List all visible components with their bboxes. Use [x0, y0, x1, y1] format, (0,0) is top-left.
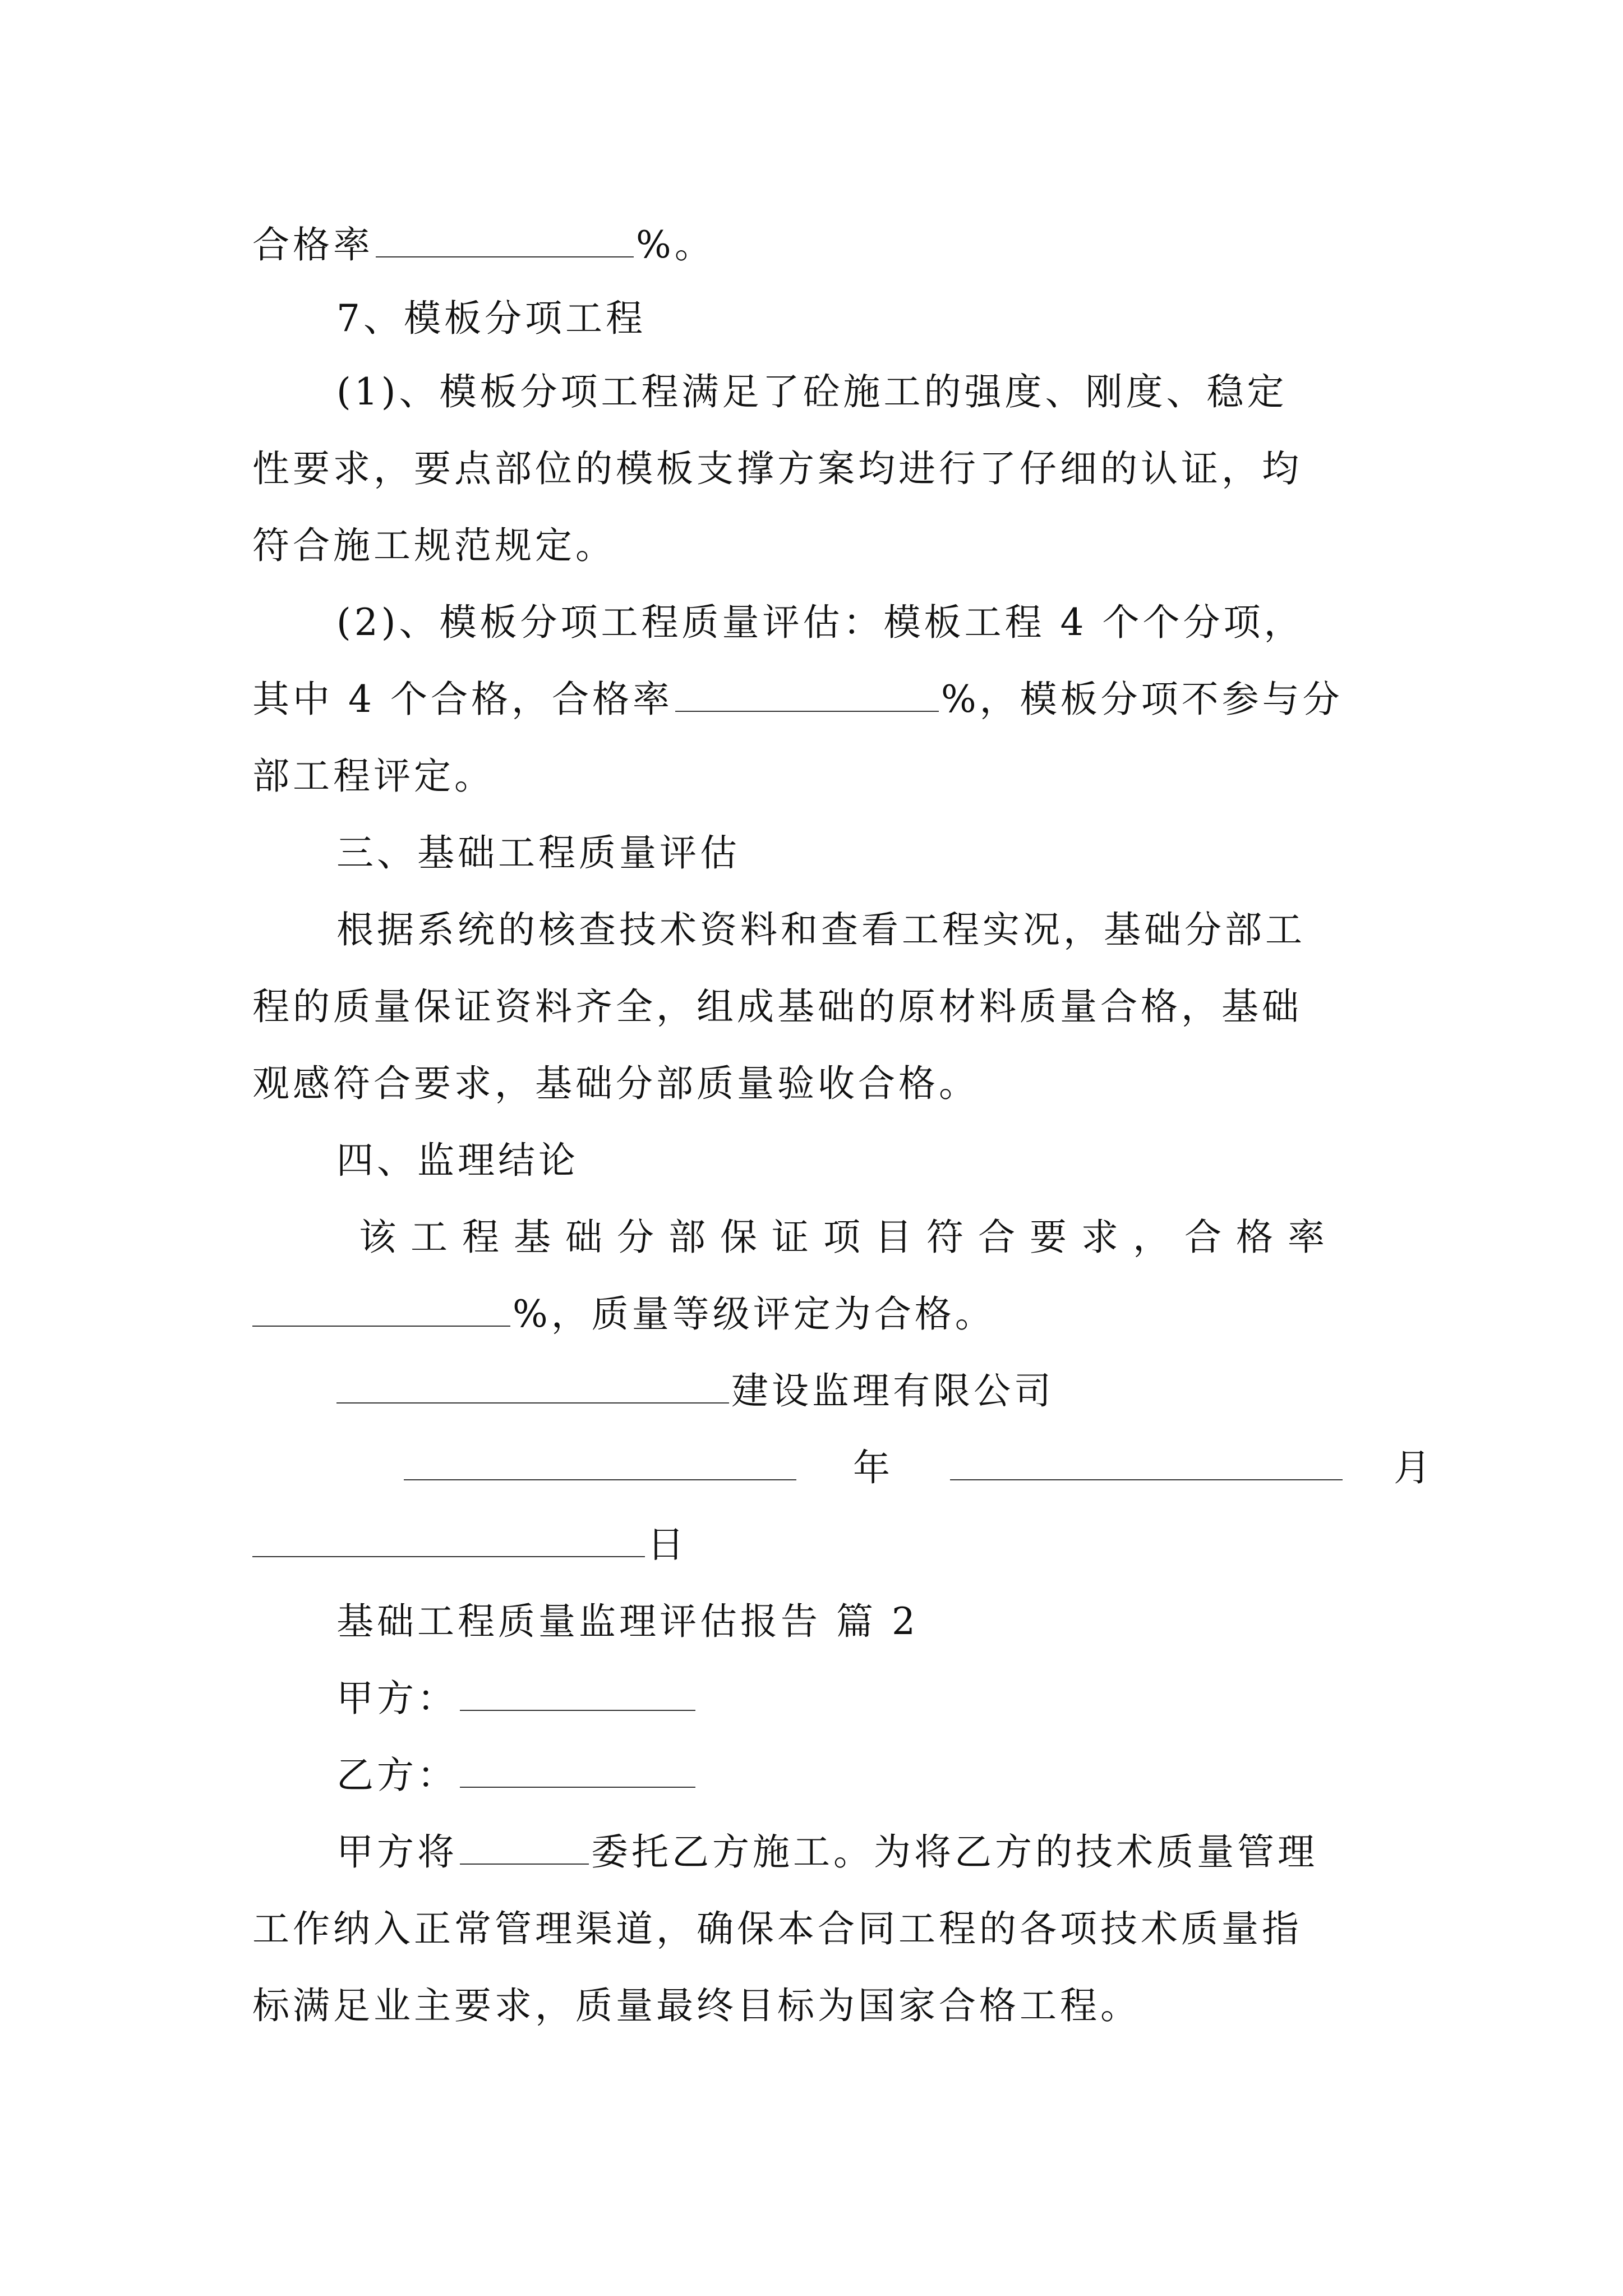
company-name: 建设监理有限公司	[731, 1369, 1054, 1412]
paragraph-line: 根据系统的核查技术资料和查看工程实况，基础分部工	[336, 908, 1306, 951]
paragraph-line	[252, 1289, 1391, 1340]
pass-rate-line	[252, 220, 1391, 270]
text: 甲方将	[336, 1830, 458, 1874]
company-line	[336, 1366, 1475, 1416]
paragraph-line: 标满足业主要求，质量最终目标为国家合格工程。	[252, 1984, 1141, 2027]
year-blank[interactable]	[404, 1447, 796, 1480]
text: %，模板分项不参与分	[940, 678, 1343, 721]
month-blank[interactable]	[950, 1447, 1343, 1480]
party-a-field[interactable]	[460, 1677, 695, 1711]
report-title: 基础工程质量监理评估报告 篇 2	[336, 1600, 919, 1643]
blank-field[interactable]	[252, 1293, 510, 1327]
blank-field[interactable]	[376, 224, 634, 257]
blank-field[interactable]	[336, 1370, 729, 1404]
party-a-line	[336, 1673, 1391, 1724]
paragraph-line: 观感符合要求，基础分部质量验收合格。	[252, 1062, 979, 1105]
text: (1)、模板分项工程满足了砼施工的强度、刚度、稳定	[336, 370, 1288, 413]
date-line	[252, 1520, 1391, 1570]
section-heading-conclusion: 四、监理结论	[336, 1139, 579, 1182]
month-label: 月	[1393, 1446, 1434, 1489]
text: %，质量等级评定为合格。	[513, 1292, 995, 1336]
day-label: 日	[647, 1523, 688, 1566]
date-line	[404, 1443, 1434, 1493]
party-a-label: 甲方：	[336, 1677, 458, 1720]
text: 其中 4 个合格，合格率	[252, 678, 673, 721]
text: %。	[636, 223, 715, 266]
year-label: 年	[852, 1446, 893, 1489]
paragraph-line: (2)、模板分项工程质量评估：模板工程 4 个个分项，	[336, 601, 1304, 644]
section-heading-formwork: 7、模板分项工程	[336, 297, 646, 340]
paragraph-line: 程的质量保证资料齐全，组成基础的原材料质量合格，基础	[252, 985, 1302, 1028]
paragraph-line: 该工程基础分部保证项目符合要求，合格率	[359, 1216, 1339, 1259]
day-blank[interactable]	[252, 1524, 645, 1557]
project-blank[interactable]	[460, 1831, 589, 1865]
text: 合格率	[252, 223, 374, 266]
blank-field[interactable]	[675, 678, 939, 712]
section-heading-foundation: 三、基础工程质量评估	[336, 831, 740, 875]
party-b-field[interactable]	[460, 1754, 695, 1788]
paragraph-line	[336, 367, 1391, 417]
party-b-line	[336, 1750, 1391, 1801]
paragraph-line: 性要求，要点部位的模板支撑方案均进行了仔细的认证，均	[252, 447, 1302, 490]
paragraph-line	[336, 1827, 1391, 1878]
party-b-label: 乙方：	[336, 1754, 458, 1797]
paragraph-line	[252, 674, 1391, 725]
paragraph-line: 工作纳入正常管理渠道，确保本合同工程的各项技术质量指	[252, 1907, 1302, 1950]
text: 委托乙方施工。为将乙方的技术质量管理	[591, 1830, 1318, 1874]
paragraph-line: 部工程评定。	[252, 754, 495, 798]
paragraph-line: 符合施工规范规定。	[252, 524, 616, 567]
